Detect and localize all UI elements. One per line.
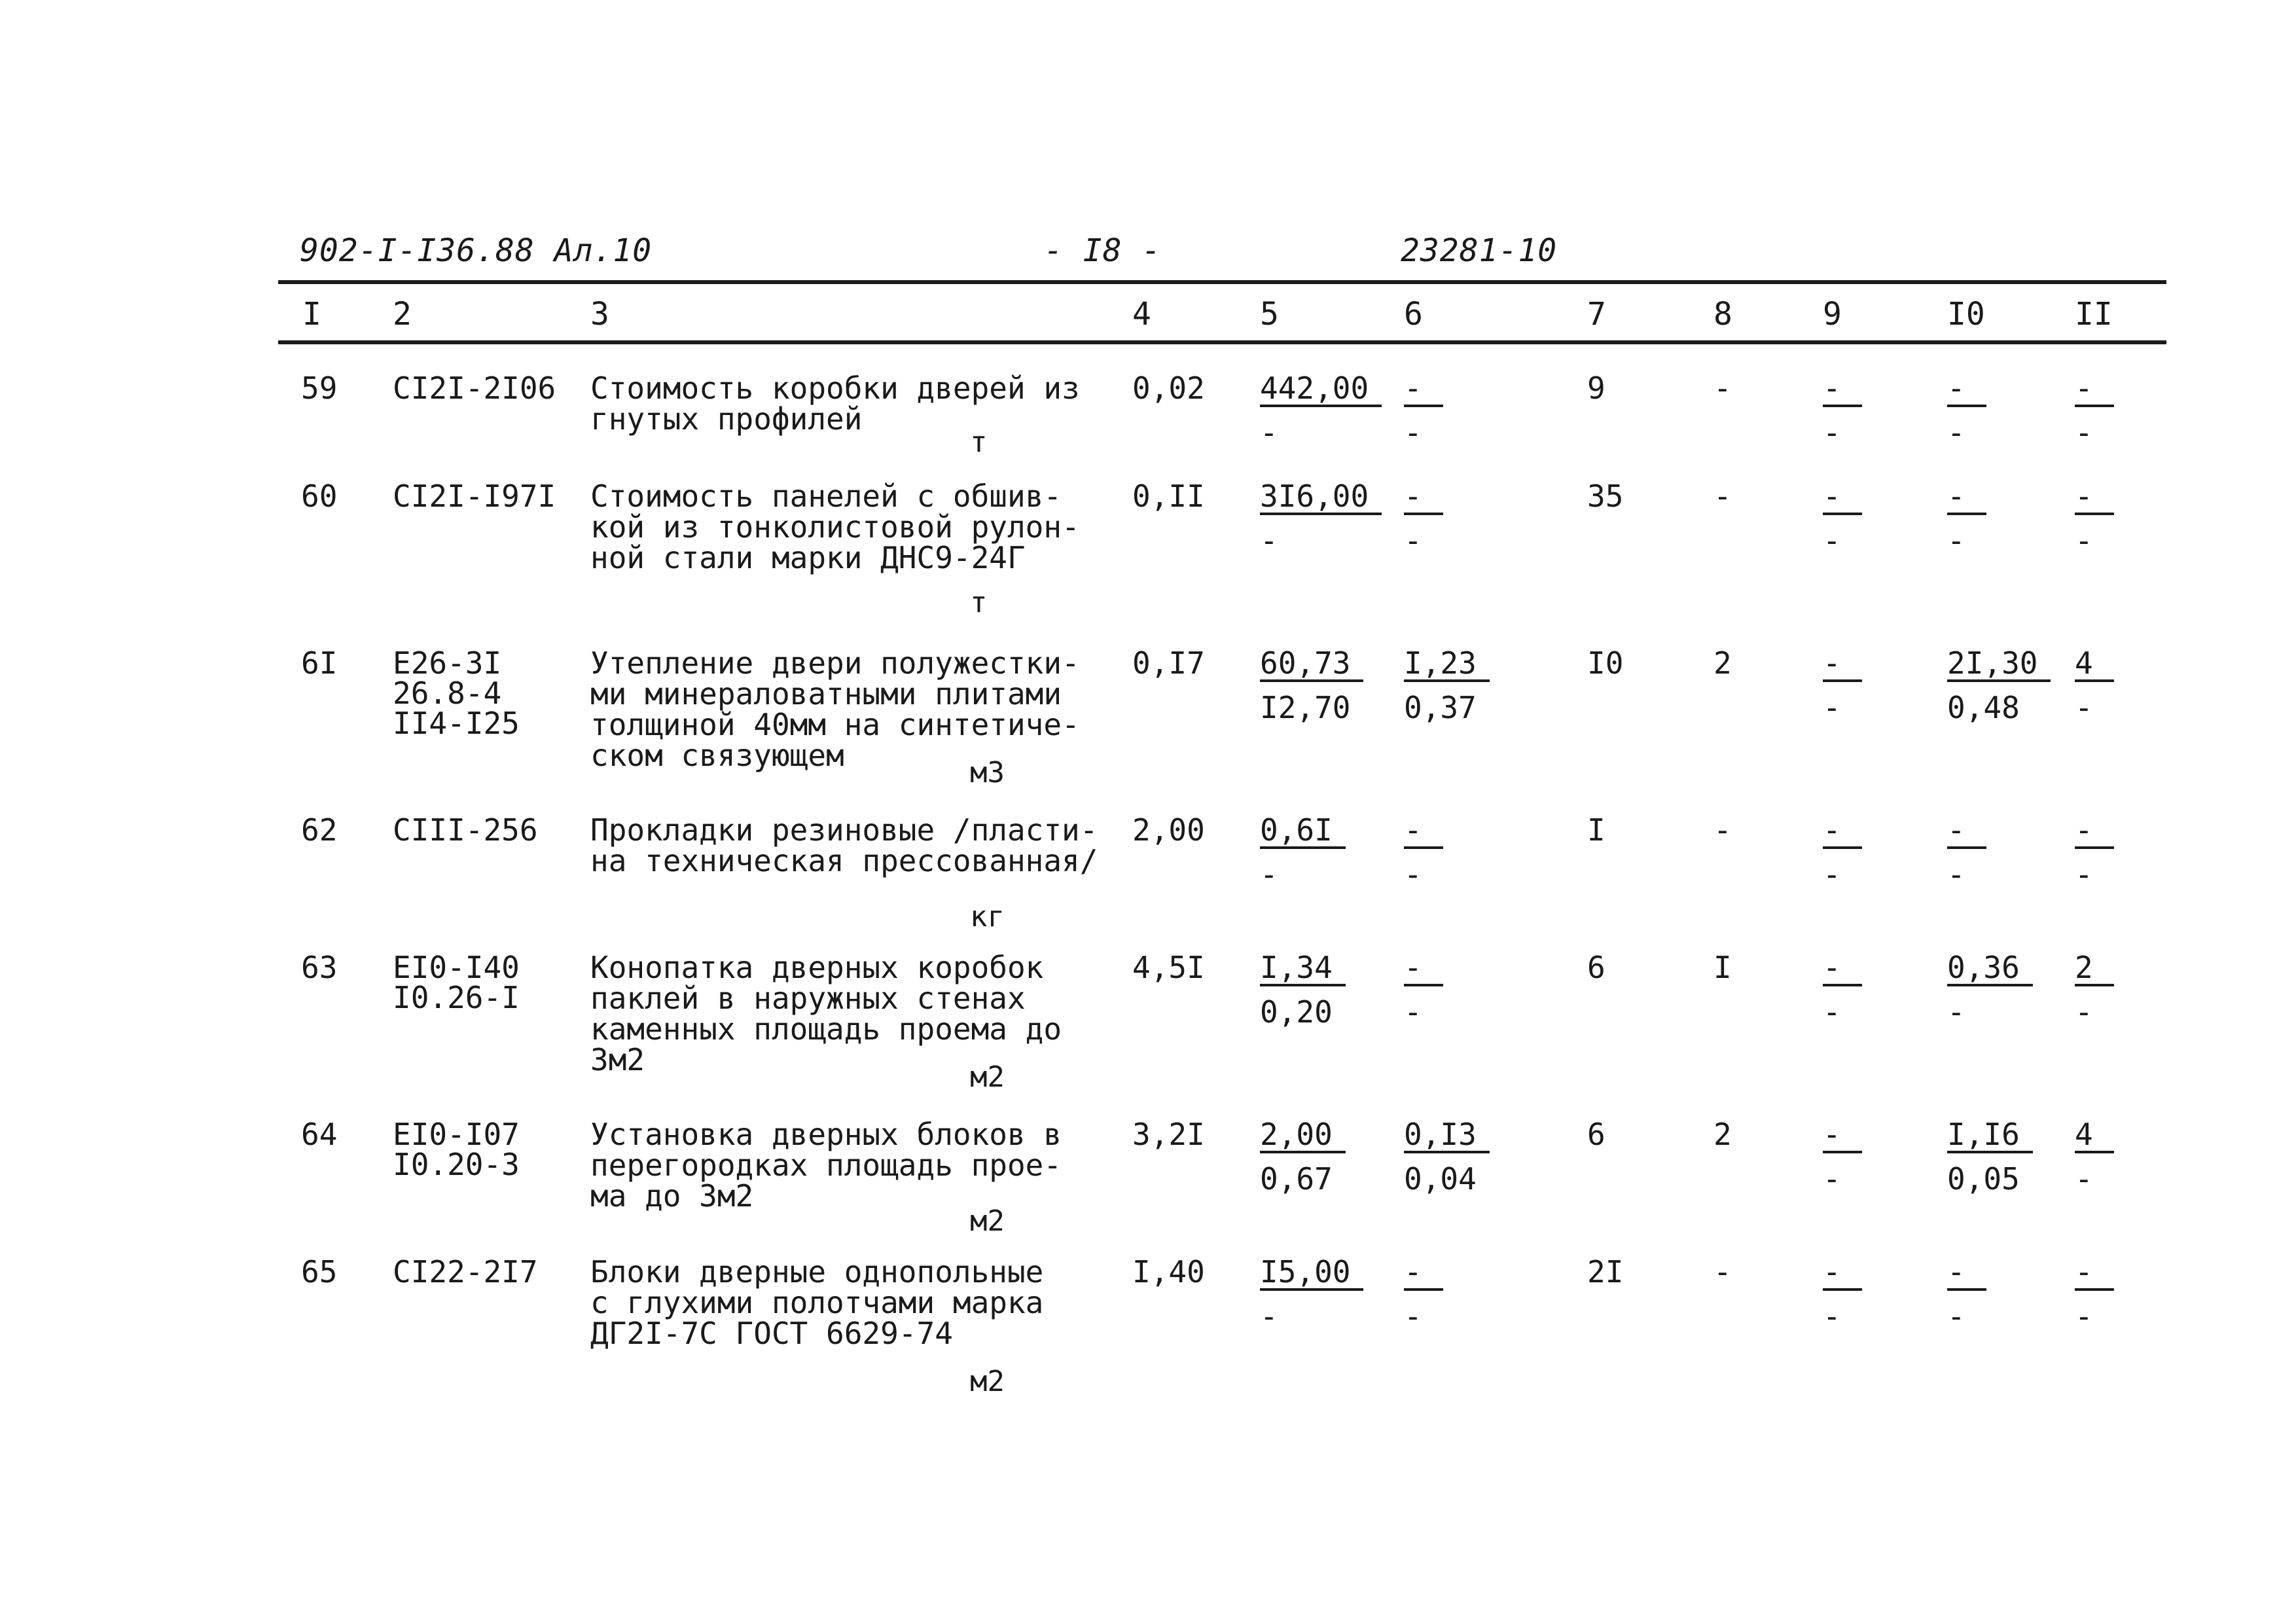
col9-fraction-numerator: - <box>1823 648 1862 682</box>
quantity: 0,II <box>1132 478 1205 514</box>
col8-value: - <box>1713 370 1732 406</box>
col6-fraction-denominator: - <box>1404 857 1422 892</box>
row-number: 60 <box>301 478 338 514</box>
column-header: 4 <box>1132 296 1151 333</box>
col9-fraction-numerator: - <box>1823 481 1862 515</box>
column-header: 3 <box>590 296 609 333</box>
column-header: I <box>302 296 321 333</box>
column-header: 7 <box>1587 296 1606 333</box>
col10-fraction-numerator: 2I,30 <box>1947 648 2051 682</box>
col11-fraction-denominator: - <box>2075 690 2093 725</box>
col6-fraction-numerator: - <box>1404 815 1443 849</box>
col10-fraction-numerator: I,I6 <box>1947 1119 2033 1153</box>
col8-value: 2 <box>1713 645 1732 681</box>
col11-fraction-numerator: 4 <box>2075 1119 2114 1153</box>
quantity: 4,5I <box>1132 950 1205 985</box>
col10-fraction <box>1947 478 1986 558</box>
unit-cost <box>1260 370 1382 450</box>
quantity: 2,00 <box>1132 812 1205 848</box>
col11-fraction-denominator: - <box>2075 523 2093 558</box>
work-description: Стоимость коробки дверей из гнутых профилей <box>590 370 1080 437</box>
col11-fraction <box>2075 370 2114 450</box>
unit-cost-denominator: 0,67 <box>1260 1161 1333 1197</box>
unit-cost <box>1260 478 1382 558</box>
col10-fraction-denominator: - <box>1947 994 1965 1030</box>
col10-fraction <box>1947 370 1986 450</box>
column-header: 2 <box>393 296 412 333</box>
col11-fraction-numerator: 2 <box>2075 952 2114 986</box>
col9-fraction-denominator: - <box>1823 857 1841 892</box>
col6-fraction <box>1404 370 1443 450</box>
col9-fraction-numerator: - <box>1823 815 1862 849</box>
unit-cost-numerator: 2,00 <box>1260 1119 1346 1153</box>
col6-fraction-numerator: I,23 <box>1404 648 1490 682</box>
col6-fraction-denominator: - <box>1404 1299 1422 1334</box>
col11-fraction-numerator: - <box>2075 1257 2114 1291</box>
column-header: I0 <box>1947 296 1985 333</box>
unit-cost-denominator: - <box>1260 1299 1278 1334</box>
col6-fraction-denominator: 0,37 <box>1404 690 1477 725</box>
row-number: 6I <box>301 645 338 681</box>
column-header: II <box>2075 296 2113 333</box>
col11-fraction-numerator: 4 <box>2075 648 2114 682</box>
col7-value: 2I <box>1587 1254 1624 1290</box>
col11-fraction-denominator: - <box>2075 857 2093 892</box>
col6-fraction-denominator: - <box>1404 415 1422 450</box>
col7-value: 9 <box>1587 370 1605 406</box>
work-description: Конопатка дверных коробок паклей в наружных стенах каменных площадь проема до 3м2 <box>590 950 1062 1077</box>
row-number: 59 <box>301 370 338 406</box>
col10-fraction-denominator: - <box>1947 523 1965 558</box>
column-header: 5 <box>1260 296 1279 333</box>
col10-fraction-numerator: 0,36 <box>1947 952 2033 986</box>
unit-cost-numerator: 60,73 <box>1260 648 1363 682</box>
col8-value: 2 <box>1713 1117 1732 1152</box>
quantity: 0,02 <box>1132 370 1205 406</box>
unit-cost-numerator: 0,6I <box>1260 815 1346 849</box>
col10-fraction <box>1947 1117 2033 1197</box>
col6-fraction-numerator: - <box>1404 952 1443 986</box>
row-number: 65 <box>301 1254 338 1290</box>
col11-fraction-denominator: - <box>2075 415 2093 450</box>
col11-fraction <box>2075 1117 2114 1197</box>
col11-fraction <box>2075 950 2114 1030</box>
measure-unit: м2 <box>970 1060 1005 1094</box>
norm-code: EI0-I07 I0.20-3 <box>393 1117 520 1182</box>
col9-fraction-denominator: - <box>1823 1299 1841 1334</box>
col9-fraction-denominator: - <box>1823 1161 1841 1197</box>
col11-fraction-denominator: - <box>2075 1161 2093 1197</box>
unit-cost-numerator: I,34 <box>1260 952 1346 986</box>
col10-fraction <box>1947 950 2033 1030</box>
col6-fraction <box>1404 645 1490 725</box>
col9-fraction <box>1823 645 1862 725</box>
col6-fraction-denominator: 0,04 <box>1404 1161 1477 1197</box>
col8-value: - <box>1713 478 1732 514</box>
col11-fraction-denominator: - <box>2075 994 2093 1030</box>
row-number: 63 <box>301 950 338 985</box>
unit-cost-denominator: - <box>1260 415 1278 450</box>
work-description: Утепление двери полужестки- ми минераловатными плитами толщиной 40мм на синтетиче- ском связующем <box>590 645 1080 773</box>
col8-value: - <box>1713 812 1732 848</box>
header-rule <box>278 340 2166 344</box>
col10-fraction <box>1947 812 1986 892</box>
order-code: 23281-10 <box>1401 232 1558 269</box>
norm-code: CI2I-2I06 <box>393 370 556 406</box>
col7-value: I0 <box>1587 645 1624 681</box>
col8-value: I <box>1713 950 1732 985</box>
col6-fraction-denominator: - <box>1404 523 1422 558</box>
col10-fraction <box>1947 645 2051 725</box>
col11-fraction <box>2075 1254 2114 1334</box>
col9-fraction-denominator: - <box>1823 415 1841 450</box>
unit-cost-denominator: - <box>1260 857 1278 892</box>
work-description: Прокладки резиновые /пласти- на техническая прессованная/ <box>590 812 1098 878</box>
col11-fraction <box>2075 478 2114 558</box>
unit-cost-denominator: - <box>1260 523 1278 558</box>
col7-value: 35 <box>1587 478 1624 514</box>
column-header: 8 <box>1713 296 1732 333</box>
work-description: Блоки дверные однопольные с глухими полотчами марка ДГ2I-7С ГОСТ 6629-74 <box>590 1254 1044 1351</box>
unit-cost-denominator: I2,70 <box>1260 690 1351 725</box>
col6-fraction <box>1404 950 1443 1030</box>
unit-cost-numerator: 442,00 <box>1260 373 1382 407</box>
measure-unit: м3 <box>970 756 1005 789</box>
col6-fraction-numerator: - <box>1404 1257 1443 1291</box>
unit-cost <box>1260 1254 1363 1334</box>
unit-cost <box>1260 950 1346 1030</box>
col10-fraction-denominator: - <box>1947 1299 1965 1334</box>
col9-fraction-numerator: - <box>1823 373 1862 407</box>
col10-fraction-denominator: - <box>1947 415 1965 450</box>
col7-value: 6 <box>1587 1117 1605 1152</box>
work-description: Стоимость панелей с обшив- кой из тонколистовой рулон- ной стали марки ДНС9-24Г <box>590 478 1080 575</box>
col9-fraction <box>1823 1117 1862 1197</box>
col10-fraction-denominator: 0,05 <box>1947 1161 2020 1197</box>
norm-code: E26-3I 26.8-4 II4-I25 <box>393 645 520 741</box>
col7-value: I <box>1587 812 1605 848</box>
col6-fraction-numerator: 0,I3 <box>1404 1119 1490 1153</box>
col11-fraction <box>2075 812 2114 892</box>
measure-unit: т <box>970 586 988 619</box>
col9-fraction <box>1823 950 1862 1030</box>
col10-fraction <box>1947 1254 1986 1334</box>
measure-unit: м2 <box>970 1204 1005 1238</box>
norm-code: CI22-2I7 <box>393 1254 538 1290</box>
page-number: - I8 - <box>1044 232 1162 269</box>
measure-unit: кг <box>970 900 1005 933</box>
quantity: 0,I7 <box>1132 645 1205 681</box>
col9-fraction <box>1823 478 1862 558</box>
col9-fraction <box>1823 370 1862 450</box>
unit-cost <box>1260 1117 1346 1197</box>
unit-cost-numerator: I5,00 <box>1260 1257 1363 1291</box>
col10-fraction-numerator: - <box>1947 481 1986 515</box>
col9-fraction-numerator: - <box>1823 1119 1862 1153</box>
unit-cost <box>1260 812 1346 892</box>
unit-cost <box>1260 645 1363 725</box>
col10-fraction-numerator: - <box>1947 373 1986 407</box>
top-rule <box>278 280 2166 284</box>
norm-code: EI0-I40 I0.26-I <box>393 950 520 1015</box>
col11-fraction-numerator: - <box>2075 373 2114 407</box>
col6-fraction-denominator: - <box>1404 994 1422 1030</box>
col6-fraction <box>1404 1117 1490 1197</box>
col10-fraction-denominator: - <box>1947 857 1965 892</box>
col6-fraction-numerator: - <box>1404 481 1443 515</box>
col9-fraction <box>1823 1254 1862 1334</box>
col11-fraction-denominator: - <box>2075 1299 2093 1334</box>
col6-fraction <box>1404 812 1443 892</box>
column-header: 6 <box>1404 296 1423 333</box>
col7-value: 6 <box>1587 950 1605 985</box>
measure-unit: м2 <box>970 1365 1005 1398</box>
norm-code: CIII-256 <box>393 812 538 848</box>
col9-fraction-denominator: - <box>1823 690 1841 725</box>
row-number: 64 <box>301 1117 338 1152</box>
quantity: I,40 <box>1132 1254 1205 1290</box>
col9-fraction-numerator: - <box>1823 1257 1862 1291</box>
col9-fraction-numerator: - <box>1823 952 1862 986</box>
col11-fraction-numerator: - <box>2075 481 2114 515</box>
col8-value: - <box>1713 1254 1732 1290</box>
col9-fraction-denominator: - <box>1823 994 1841 1030</box>
measure-unit: т <box>970 425 988 459</box>
unit-cost-denominator: 0,20 <box>1260 994 1333 1030</box>
col10-fraction-numerator: - <box>1947 1257 1986 1291</box>
norm-code: CI2I-I97I <box>393 478 556 514</box>
col6-fraction-numerator: - <box>1404 373 1443 407</box>
col11-fraction-numerator: - <box>2075 815 2114 849</box>
col6-fraction <box>1404 478 1443 558</box>
col11-fraction <box>2075 645 2114 725</box>
work-description: Установка дверных блоков в перегородках площадь прое- ма до 3м2 <box>590 1117 1062 1214</box>
quantity: 3,2I <box>1132 1117 1205 1152</box>
document-code: 902-I-I36.88 Ал.10 <box>300 232 653 269</box>
col10-fraction-numerator: - <box>1947 815 1986 849</box>
col9-fraction-denominator: - <box>1823 523 1841 558</box>
unit-cost-numerator: 3I6,00 <box>1260 481 1382 515</box>
col10-fraction-denominator: 0,48 <box>1947 690 2020 725</box>
row-number: 62 <box>301 812 338 848</box>
column-header: 9 <box>1823 296 1842 333</box>
col9-fraction <box>1823 812 1862 892</box>
col6-fraction <box>1404 1254 1443 1334</box>
